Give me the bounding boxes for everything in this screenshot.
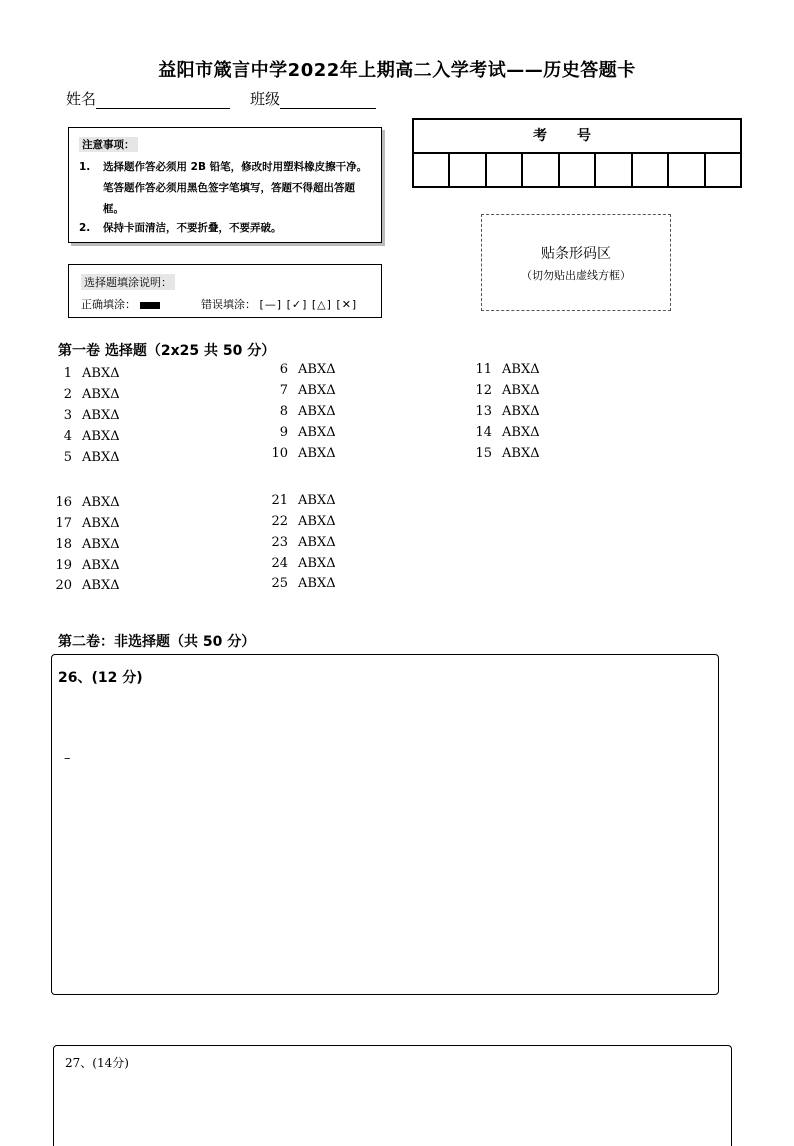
notice-box [68,127,382,243]
question-row[interactable]: 2 ABXΔ [63,387,120,402]
question-row[interactable]: 18 ABXΔ [55,537,120,552]
exam-number-cell[interactable] [487,154,523,186]
exam-number-label: 考号 [414,120,740,154]
question-row[interactable]: 14 ABXΔ [475,425,540,440]
question-row[interactable]: 9 ABXΔ [279,425,336,440]
notice-item-text: 选择题作答必须用 2B 铅笔，修改时用塑料橡皮擦干净。笔答题作答必须用黑色签字笔填写，答题不得超出答题框。 [103,161,368,215]
exam-number-cell[interactable] [560,154,596,186]
name-label: 姓名 [66,90,97,108]
section2-heading: 第二卷：非选择题（共 50 分） [58,634,256,650]
fill-guide-box [68,264,382,318]
section1-heading: 第一卷 选择题（2x25 共 50 分） [58,343,276,359]
barcode-area [481,214,671,311]
page-title: 益阳市箴言中学2022年上期高二入学考试——历史答题卡 [158,60,636,81]
question-row[interactable]: 21 ABXΔ [271,493,336,508]
question-row[interactable]: 3 ABXΔ [63,408,120,423]
question-row[interactable]: 1 ABXΔ [63,366,120,381]
exam-number-cell[interactable] [706,154,740,186]
class-underline [280,92,376,109]
notice-heading: 注意事项： [79,137,138,152]
question-row[interactable]: 7 ABXΔ [279,383,336,398]
barcode-note: （切勿贴出虚线方框） [521,269,631,282]
exam-number-cell[interactable] [450,154,486,186]
exam-number-cell[interactable] [633,154,669,186]
notice-item-text: 保持卡面清洁，不要折叠，不要弄破。 [103,222,282,234]
question-row[interactable]: 16 ABXΔ [55,495,120,510]
exam-number-box [412,118,742,188]
correct-fill-sample [140,302,160,309]
stray-mark: – [64,751,71,766]
question-26-label: 26、(12 分) [58,670,143,686]
question-row[interactable]: 12 ABXΔ [475,383,540,398]
question-row[interactable]: 20 ABXΔ [55,578,120,593]
question-row[interactable]: 25 ABXΔ [271,576,336,591]
question-27-label: 27、(14分) [65,1056,129,1070]
question-row[interactable]: 11 ABXΔ [475,362,540,377]
question-row[interactable]: 13 ABXΔ [475,404,540,419]
wrong-fill-label: 错误填涂： [201,298,256,311]
question-row[interactable]: 4 ABXΔ [63,429,120,444]
barcode-title: 贴条形码区 [541,246,611,262]
fill-guide-row [81,296,357,312]
correct-fill-label: 正确填涂： [81,298,136,311]
question-row[interactable]: 5 ABXΔ [63,450,120,465]
question-row[interactable]: 19 ABXΔ [55,558,120,573]
class-label: 班级 [250,90,281,108]
wrong-fill-samples: [—] [✓] [△] [✕] [259,298,358,311]
class-field[interactable] [250,88,376,109]
exam-number-cell[interactable] [523,154,559,186]
exam-number-cell[interactable] [596,154,632,186]
question-row[interactable]: 6 ABXΔ [279,362,336,377]
question-row[interactable]: 17 ABXΔ [55,516,120,531]
answer-box-26[interactable] [51,654,719,995]
question-row[interactable]: 10 ABXΔ [271,446,336,461]
name-field[interactable] [66,88,230,109]
question-row[interactable]: 22 ABXΔ [271,514,336,529]
question-row[interactable]: 8 ABXΔ [279,404,336,419]
exam-number-cells [414,154,740,186]
question-row[interactable]: 23 ABXΔ [271,535,336,550]
exam-number-cell[interactable] [414,154,450,186]
question-row[interactable]: 24 ABXΔ [271,556,336,571]
answer-box-27[interactable] [53,1045,732,1146]
notice-item-number: 1. [79,161,91,173]
name-underline [96,92,230,109]
fill-guide-heading: 选择题填涂说明： [81,274,175,290]
notice-item-number: 2. [79,222,91,234]
exam-number-cell[interactable] [669,154,705,186]
question-row[interactable]: 15 ABXΔ [475,446,540,461]
